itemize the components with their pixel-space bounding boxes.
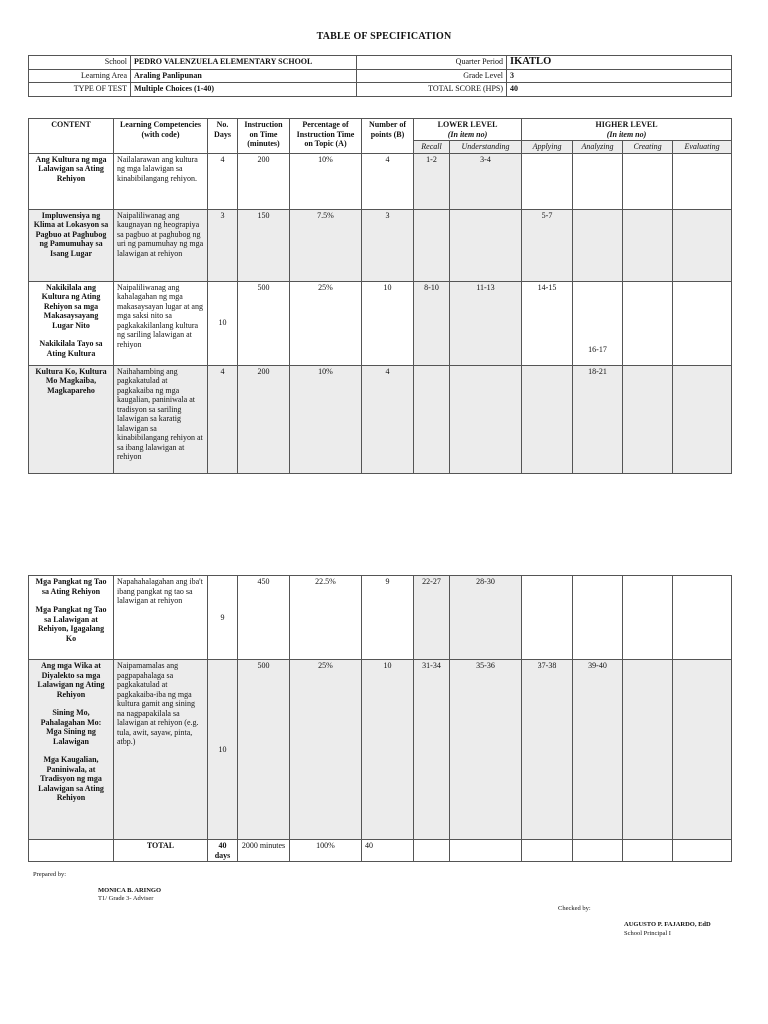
school-value: PEDRO VALENZUELA ELEMENTARY SCHOOL: [131, 56, 357, 70]
header-content: CONTENT: [29, 119, 114, 154]
score-value: 40: [507, 83, 732, 97]
evaluating-cell: [673, 209, 732, 281]
table-row: [29, 365, 732, 473]
days-cell: 4: [208, 365, 238, 473]
creating-cell: [623, 153, 673, 209]
checker-name: AUGUSTO P. FAJARDO, EdD: [624, 921, 711, 928]
competency-cell: Napahahalagahan ang iba't ibang pangkat ng tao sa lalawigan at rehiyon: [114, 576, 208, 660]
header-creating: Creating: [623, 141, 673, 154]
total-percent: 100%: [290, 840, 362, 862]
recall-cell: 31-34: [414, 660, 450, 840]
percent-cell: 10%: [290, 365, 362, 473]
total-points: 40: [362, 840, 414, 862]
checked-by-label: Checked by:: [558, 905, 591, 912]
table-row: [29, 281, 732, 365]
content-topic: Nakikilala Tayo sa Ating Kultura: [39, 339, 103, 358]
score-label: TOTAL SCORE (HPS): [357, 83, 507, 97]
header-understanding: Understanding: [450, 141, 522, 154]
recall-cell: [414, 365, 450, 473]
time-cell: 450: [238, 576, 290, 660]
evaluating-cell: [673, 365, 732, 473]
recall-cell: [414, 209, 450, 281]
points-cell: 4: [362, 153, 414, 209]
quarter-value: IKATLO: [507, 56, 732, 70]
analyzing-cell: [573, 576, 623, 660]
understanding-cell: [450, 209, 522, 281]
days-cell: 10: [208, 281, 238, 365]
evaluating-cell: [673, 576, 732, 660]
total-blank-cell: [29, 840, 114, 862]
days-cell: 3: [208, 209, 238, 281]
table-row: [29, 209, 732, 281]
content-topic: Kultura Ko, Kultura Mo Magkaiba, Magkapareho: [35, 366, 107, 395]
area-label: Learning Area: [29, 69, 131, 83]
test-label: TYPE OF TEST: [29, 83, 131, 97]
prepared-by-label: Prepared by:: [33, 871, 67, 878]
higher-level-label: HIGHER LEVEL: [595, 120, 658, 129]
school-label: School: [29, 56, 131, 70]
content-cell: [29, 660, 114, 840]
time-cell: 150: [238, 209, 290, 281]
table-row: [29, 576, 732, 660]
total-empty-cell: [450, 840, 522, 862]
header-points: Number of points (B): [362, 119, 414, 154]
analyzing-cell: 16-17: [573, 281, 623, 365]
content-topic: Mga Pangkat ng Tao sa Lalawigan at Rehiyon, Igagalang Ko: [35, 605, 107, 643]
school-info-table: [28, 55, 732, 97]
time-cell: 500: [238, 281, 290, 365]
header-analyzing: Analyzing: [573, 141, 623, 154]
header-evaluating: Evaluating: [673, 141, 732, 154]
total-empty-cell: [623, 840, 673, 862]
total-empty-cell: [573, 840, 623, 862]
creating-cell: [623, 209, 673, 281]
understanding-cell: [450, 365, 522, 473]
preparer-role: T1/ Grade 3- Adviser: [98, 895, 154, 902]
analyzing-cell: [573, 209, 623, 281]
applying-cell: [522, 365, 573, 473]
content-topic: Impluwensiya ng Klima at Lokasyon sa Pagbuo at Paghubog ng Pamumuhay sa Isang Lugar: [33, 210, 109, 258]
days-cell: 9: [208, 576, 238, 660]
evaluating-cell: [673, 153, 732, 209]
content-cell: [29, 576, 114, 660]
percent-cell: 25%: [290, 660, 362, 840]
creating-cell: [623, 660, 673, 840]
creating-cell: [623, 576, 673, 660]
header-days: No. Days: [208, 119, 238, 154]
header-applying: Applying: [522, 141, 573, 154]
header-lower-level: [414, 119, 522, 141]
evaluating-cell: [673, 660, 732, 840]
grade-label: Grade Level: [357, 69, 507, 83]
recall-cell: 1-2: [414, 153, 450, 209]
understanding-cell: 3-4: [450, 153, 522, 209]
specification-table-part2: [28, 575, 732, 862]
content-topic: Mga Kaugalian, Paniniwala, at Tradisyon ng mga Lalawigan sa Ating Rehiyon: [38, 755, 104, 802]
quarter-label: Quarter Period: [357, 56, 507, 70]
area-value: Araling Panlipunan: [131, 69, 357, 83]
header-higher-level: [522, 119, 732, 141]
header-percent: Percentage of Instruction Time on Topic (A): [290, 119, 362, 154]
recall-cell: 8-10: [414, 281, 450, 365]
analyzing-cell: [573, 153, 623, 209]
percent-cell: 25%: [290, 281, 362, 365]
analyzing-cell: 18-21: [573, 365, 623, 473]
competency-cell: Naipaliliwanag ang kahalagahan ng mga makasaysayan lugar at ang mga saksi nito sa pagkakakilanlang kultura ng sariling lalawigan at rehiyon: [114, 281, 208, 365]
creating-cell: [623, 365, 673, 473]
content-topic: Ang mga Wika at Diyalekto sa mga Lalawigan ng Ating Rehiyon: [37, 661, 105, 699]
content-cell: [29, 365, 114, 473]
lower-level-label: LOWER LEVEL: [437, 120, 498, 129]
table-row: [29, 153, 732, 209]
content-topic: Sining Mo, Pahalagahan Mo: Mga Sining ng Lalawigan: [40, 708, 102, 746]
applying-cell: 14-15: [522, 281, 573, 365]
percent-cell: 10%: [290, 153, 362, 209]
creating-cell: [623, 281, 673, 365]
total-label: TOTAL: [114, 840, 208, 862]
competency-cell: Naipaliliwanag ang kaugnayan ng heograpiya sa pagbuo at paghubog ng uri ng pamumuhay ng mga lalawigan at rehiyon: [114, 209, 208, 281]
time-cell: 200: [238, 153, 290, 209]
checker-role: School Principal I: [624, 930, 671, 937]
content-topic: Nakikilala ang Kultura ng Ating Rehiyon sa mga Makasaysayang Lugar Nito: [41, 282, 101, 330]
content-topic: Mga Pangkat ng Tao sa Ating Rehiyon: [35, 577, 107, 596]
recall-cell: 22-27: [414, 576, 450, 660]
content-cell: [29, 153, 114, 209]
content-topic: Ang Kultura ng mga Lalawigan sa Ating Rehiyon: [35, 154, 107, 183]
days-cell: 4: [208, 153, 238, 209]
header-recall: Recall: [414, 141, 450, 154]
applying-cell: 37-38: [522, 660, 573, 840]
competency-cell: Nailalarawan ang kultura ng mga lalawigan sa kinabibilangang rehiyon.: [114, 153, 208, 209]
competency-cell: Naihahambing ang pagkakatulad at pagkakaiba ng mga kaugalian, paniniwala at tradisyon sa sariling lalawigan sa karatig lalawigan sa kinabibilangang rehiyon at sa ibang lalawigan at rehiyon: [114, 365, 208, 473]
understanding-cell: 11-13: [450, 281, 522, 365]
time-cell: 200: [238, 365, 290, 473]
total-time: 2000 minutes: [238, 840, 290, 862]
total-empty-cell: [522, 840, 573, 862]
header-time: Instruction on Time (minutes): [238, 119, 290, 154]
understanding-cell: 35-36: [450, 660, 522, 840]
test-value: Multiple Choices (1-40): [131, 83, 357, 97]
total-days: 40 days: [208, 840, 238, 862]
total-empty-cell: [414, 840, 450, 862]
table-row: [29, 660, 732, 840]
analyzing-cell: 39-40: [573, 660, 623, 840]
applying-cell: [522, 153, 573, 209]
percent-cell: 7.5%: [290, 209, 362, 281]
time-cell: 500: [238, 660, 290, 840]
lower-level-sub: (In item no): [447, 129, 488, 139]
points-cell: 4: [362, 365, 414, 473]
total-empty-cell: [673, 840, 732, 862]
points-cell: 9: [362, 576, 414, 660]
header-competencies: Learning Competencies (with code): [114, 119, 208, 154]
points-cell: 10: [362, 281, 414, 365]
understanding-cell: 28-30: [450, 576, 522, 660]
preparer-name: MONICA B. ARINGO: [98, 887, 162, 894]
percent-cell: 22.5%: [290, 576, 362, 660]
page-title: TABLE OF SPECIFICATION: [316, 31, 452, 42]
higher-level-sub: (In item no): [606, 129, 647, 139]
points-cell: 10: [362, 660, 414, 840]
content-cell: [29, 281, 114, 365]
points-cell: 3: [362, 209, 414, 281]
evaluating-cell: [673, 281, 732, 365]
applying-cell: 5-7: [522, 209, 573, 281]
total-row: [29, 840, 732, 862]
applying-cell: [522, 576, 573, 660]
content-cell: [29, 209, 114, 281]
competency-cell: Naipamamalas ang pagpapahalaga sa pagkakatulad at pagkakaiba-iba ng mga kultura gamit ang sining na nagpapakilala sa lalawigan at rehiyon (e.g. tula, awit, sayaw, pinta, atbp.): [114, 660, 208, 840]
grade-value: 3: [507, 69, 732, 83]
days-cell: 10: [208, 660, 238, 840]
specification-table-part1: [28, 118, 732, 474]
